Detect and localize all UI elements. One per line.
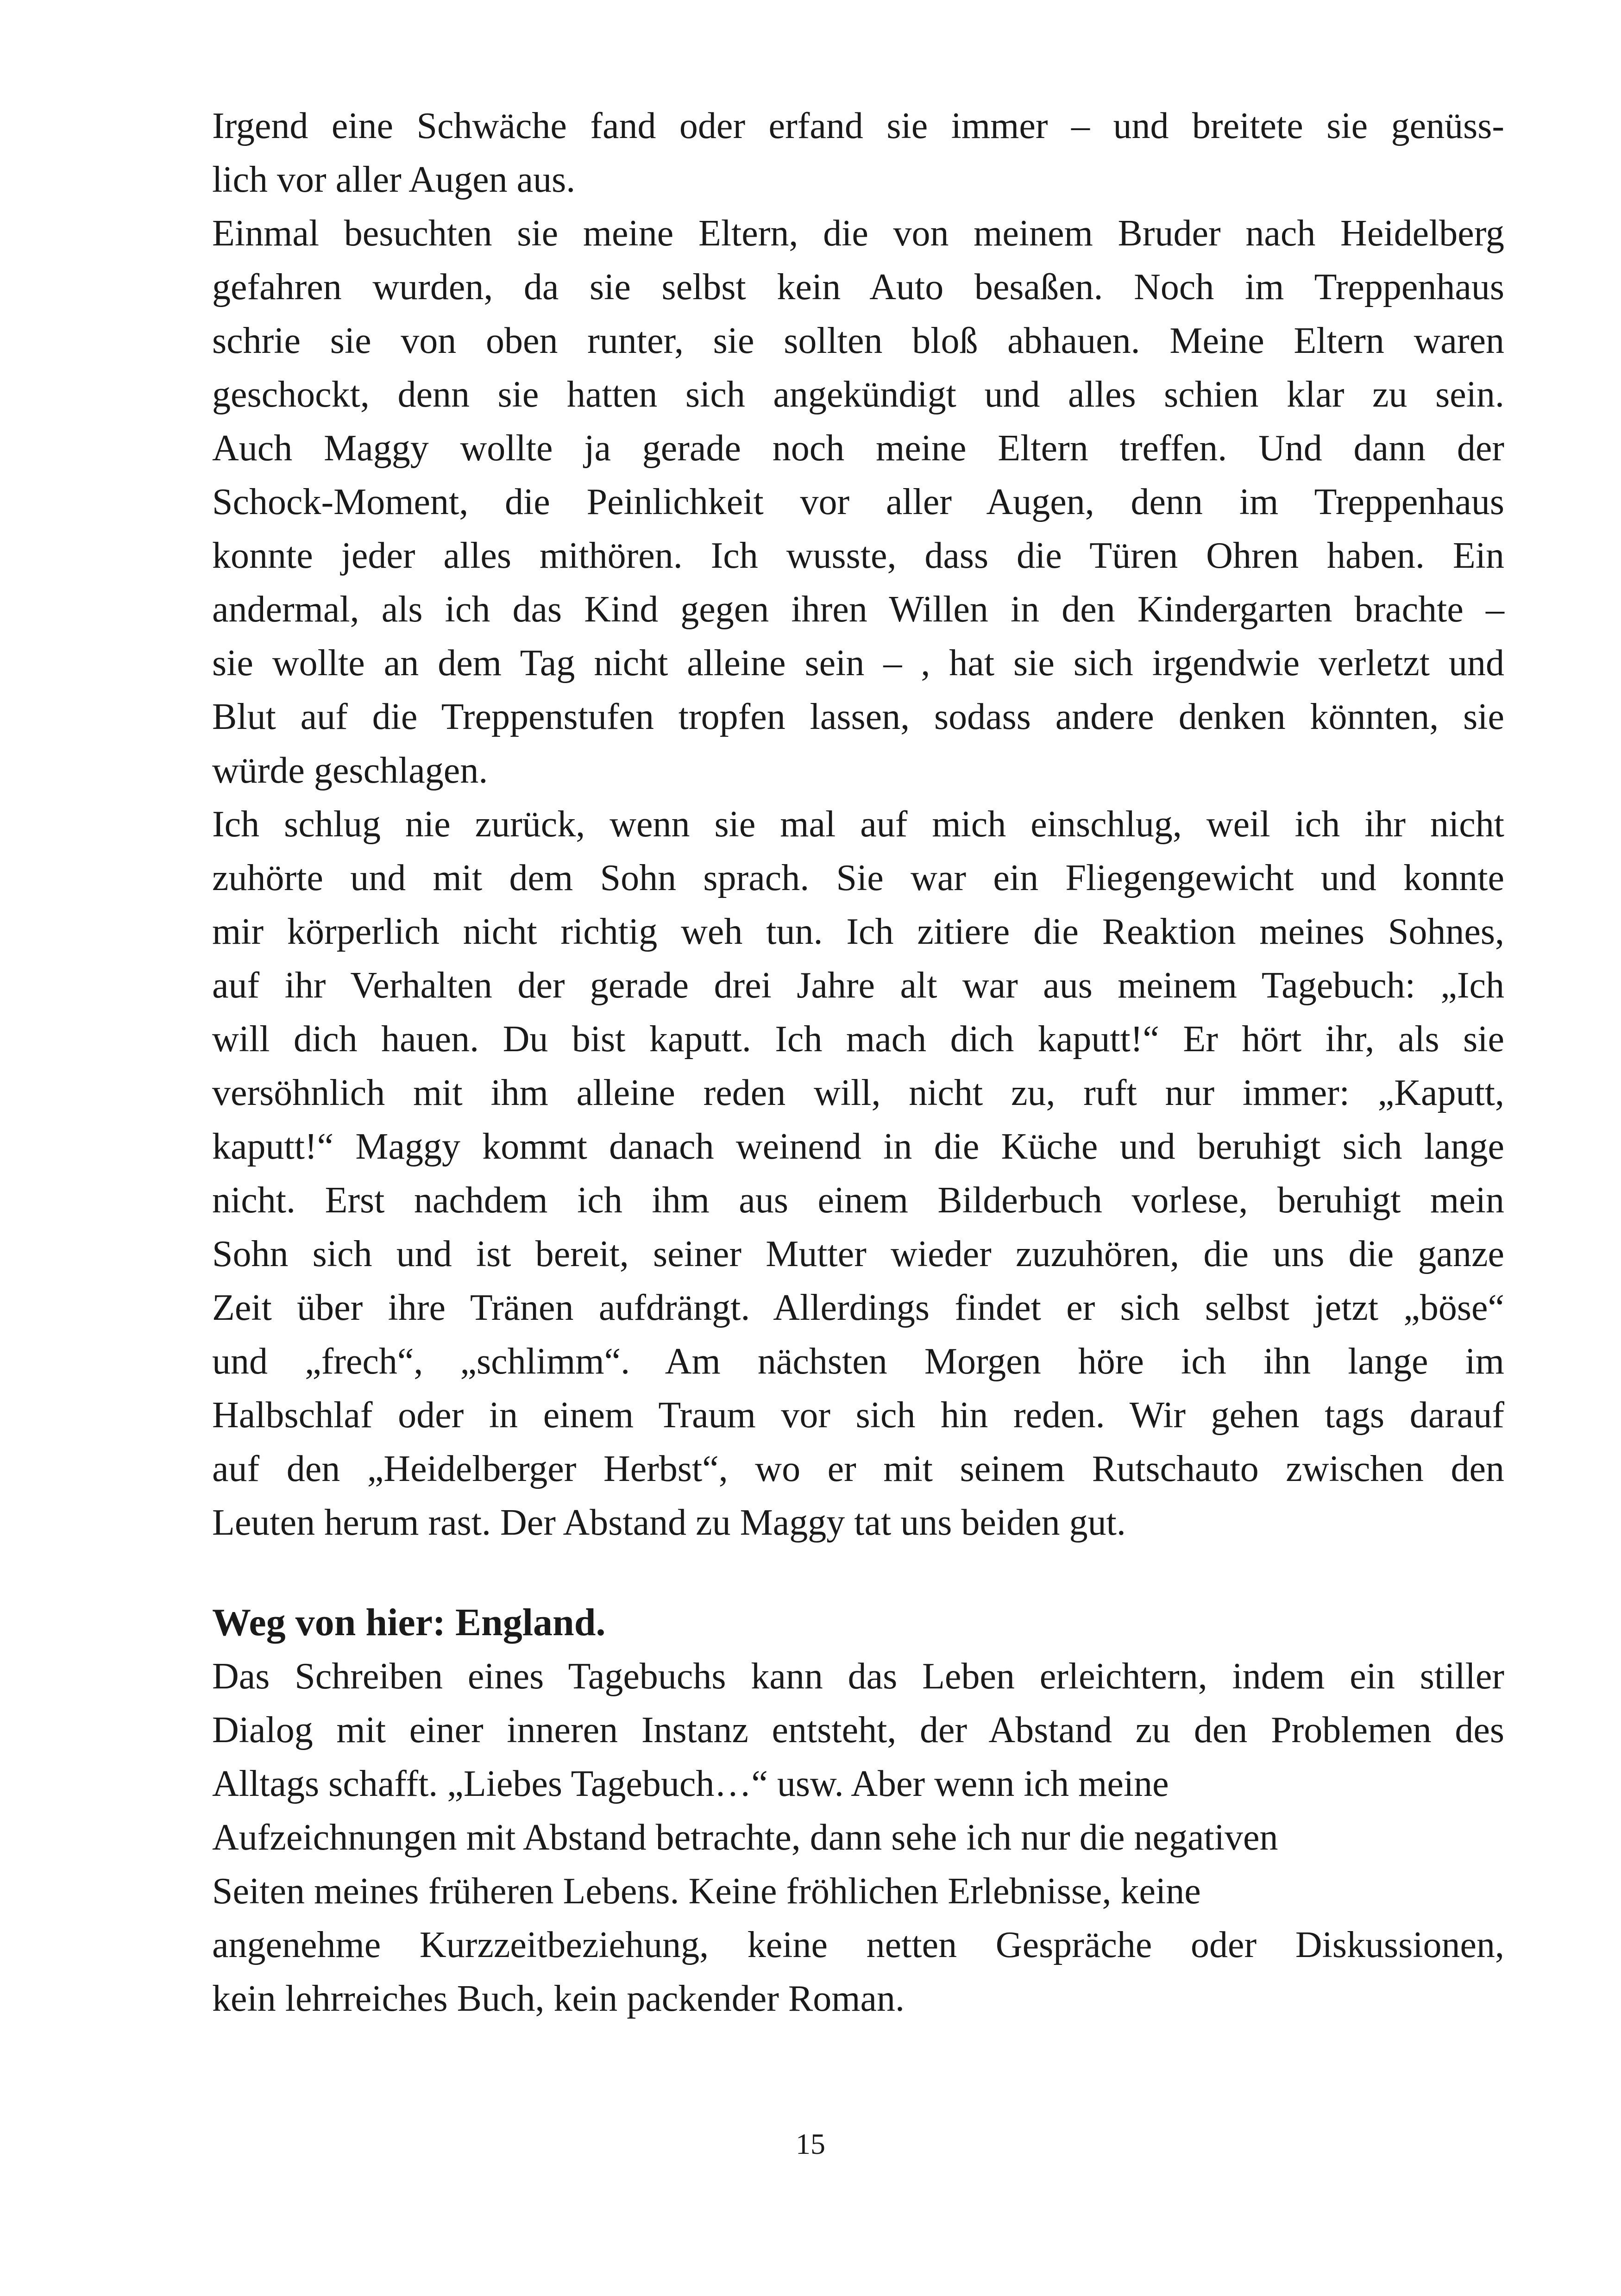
text-line: Ich schlug nie zurück, wenn sie mal auf mich einschlug, weil ich ihr nicht [212, 804, 1504, 845]
text-line: kaputt!“ Maggy kommt danach weinend in die Küche und beruhigt sich lange [212, 1126, 1504, 1167]
text-line: schrie sie von oben runter, sie sollten bloß abhauen. Meine Eltern waren [212, 320, 1504, 361]
text-line: mir körperlich nicht richtig weh tun. Ich zitiere die Reaktion meines Sohnes, [212, 911, 1504, 952]
text-line: angenehme Kurzzeitbeziehung, keine netten Gespräche oder Diskussionen, [212, 1925, 1504, 1965]
text-line: auf ihr Verhalten der gerade drei Jahre alt war aus meinem Tagebuch: „Ich [212, 965, 1504, 1006]
text-line: will dich hauen. Du bist kaputt. Ich mach dich kaputt!“ Er hört ihr, als sie [212, 1019, 1504, 1060]
text-line: Halbschlaf oder in einem Traum vor sich hin reden. Wir gehen tags darauf [212, 1395, 1504, 1436]
text-line: konnte jeder alles mithören. Ich wusste, dass die Türen Ohren haben. Ein [212, 535, 1504, 576]
text-line: Alltags schafft. „Liebes Tagebuch…“ usw. Aber wenn ich meine [212, 1763, 1169, 1804]
text-line: Schock-Moment, die Peinlichkeit vor aller Augen, denn im Treppenhaus [212, 482, 1504, 522]
text-line: Sohn sich und ist bereit, seiner Mutter wieder zuzuhören, die uns die ganze [212, 1234, 1504, 1274]
text-line: Aufzeichnungen mit Abstand betrachte, dann sehe ich nur die negativen [212, 1817, 1278, 1858]
text-line: versöhnlich mit ihm alleine reden will, nicht zu, ruft nur immer: „Kaputt, [212, 1073, 1504, 1113]
text-line: zuhörte und mit dem Sohn sprach. Sie war ein Fliegengewicht und konnte [212, 858, 1504, 898]
text-line: kein lehrreiches Buch, kein packender Roman. [212, 1978, 905, 2019]
text-line: Auch Maggy wollte ja gerade noch meine Eltern treffen. Und dann der [212, 428, 1504, 469]
text-line: lich vor aller Augen aus. [212, 159, 576, 200]
text-line: Leuten herum rast. Der Abstand zu Maggy tat uns beiden gut. [212, 1502, 1126, 1543]
body-paragraph-2 [212, 1650, 1504, 2026]
text-line: Das Schreiben eines Tagebuchs kann das Leben erleichtern, indem ein stiller [212, 1656, 1504, 1697]
text-line: auf den „Heidelberger Herbst“, wo er mit seinem Rutschauto zwischen den [212, 1449, 1504, 1489]
body-paragraph-1 [212, 99, 1504, 1549]
text-line: sie wollte an dem Tag nicht alleine sein – , hat sie sich irgendwie verletzt und [212, 643, 1504, 684]
text-line: Dialog mit einer inneren Instanz entsteht, der Abstand zu den Problemen des [212, 1710, 1504, 1750]
text-line: Zeit über ihre Tränen aufdrängt. Allerdings findet er sich selbst jetzt „böse“ [212, 1287, 1504, 1328]
text-line: nicht. Erst nachdem ich ihm aus einem Bilderbuch vorlese, beruhigt mein [212, 1180, 1504, 1221]
page-number: 15 [796, 2127, 825, 2160]
text-line: Seiten meines früheren Lebens. Keine fröhlichen Erlebnisse, keine [212, 1871, 1201, 1912]
text-line: gefahren wurden, da sie selbst kein Auto besaßen. Noch im Treppenhaus [212, 267, 1504, 307]
text-line: Einmal besuchten sie meine Eltern, die von meinem Bruder nach Heidelberg [212, 213, 1504, 254]
section-heading: Weg von hier: England. [212, 1601, 606, 1644]
text-line: geschockt, denn sie hatten sich angekündigt und alles schien klar zu sein. [212, 374, 1504, 415]
text-line: Blut auf die Treppenstufen tropfen lassen, sodass andere denken könnten, sie [212, 696, 1504, 737]
text-line: und „frech“, „schlimm“. Am nächsten Morgen höre ich ihn lange im [212, 1341, 1504, 1382]
text-line: Irgend eine Schwäche fand oder erfand sie immer – und breitete sie genüss- [212, 106, 1504, 146]
text-line: würde geschlagen. [212, 750, 488, 791]
text-line: andermal, als ich das Kind gegen ihren Willen in den Kindergarten brachte – [212, 589, 1504, 630]
